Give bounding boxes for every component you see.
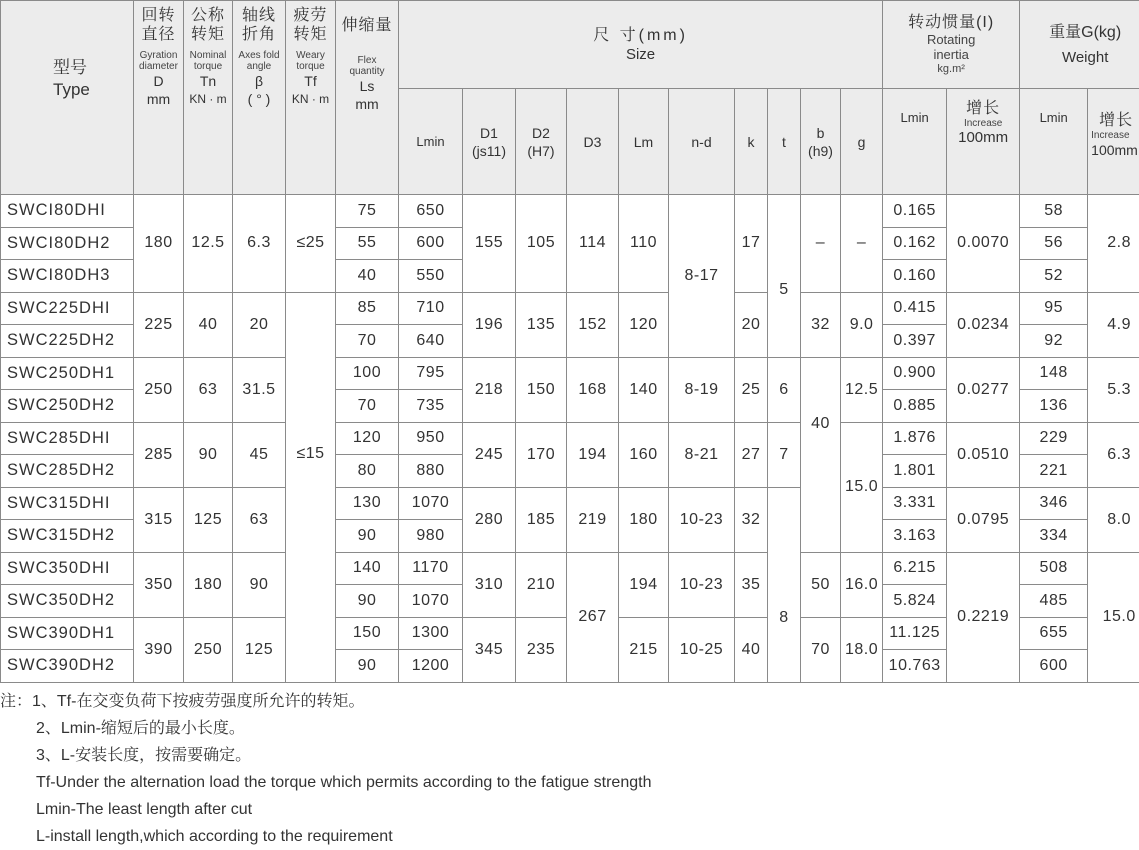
header-inertia-en1: Rotating [926, 31, 976, 47]
cell-d1: 310 [463, 552, 516, 617]
cell-b: 50 [801, 552, 841, 617]
cell-d1: 218 [463, 357, 516, 422]
cell-d3: 219 [567, 487, 619, 552]
header-tn-sym: Tn [199, 73, 217, 89]
cell-t: 8 [768, 487, 801, 682]
note-en-2: Lmin-The least length after cut [36, 801, 253, 818]
cell-fold-angle: 90 [233, 552, 286, 617]
cell-inertia-lmin: 1.876 [883, 422, 947, 455]
cell-t: 7 [768, 422, 801, 487]
cell-weight-lmin: 334 [1020, 520, 1088, 553]
cell-b: 40 [801, 357, 841, 552]
note-2: 2、Lmin-缩短后的最小长度。 [36, 720, 245, 737]
cell-inertia-increase: 0.0795 [947, 487, 1020, 552]
header-tf-cn2: 转矩 [293, 26, 328, 43]
header-d3-label: D3 [583, 133, 602, 150]
header-type-en: Type [53, 80, 90, 99]
cell-lmin: 1070 [399, 487, 463, 520]
cell-weight-lmin: 600 [1020, 650, 1088, 683]
header-diameter-cn1: 回转 [141, 7, 176, 24]
cell-weight-lmin: 148 [1020, 357, 1088, 390]
cell-nd: 10-23 [669, 487, 735, 552]
cell-inertia-increase: 0.0510 [947, 422, 1020, 487]
note-3: 3、L-安装长度，按需要确定。 [36, 747, 252, 764]
header-d2-label: D2 [532, 124, 550, 141]
cell-lm: 160 [619, 422, 669, 487]
header-type-cn: 型号 [53, 58, 87, 77]
cell-d2: 170 [516, 422, 567, 487]
cell-flex: 55 [336, 227, 399, 260]
header-k [735, 89, 768, 195]
cell-k: 32 [735, 487, 768, 552]
cell-flex: 90 [336, 650, 399, 683]
cell-b: – [801, 195, 841, 293]
cell-nominal-torque: 63 [184, 357, 233, 422]
cell-fold-angle: 6.3 [233, 195, 286, 293]
header-ls-en2: quantity [349, 66, 385, 77]
header-size-en: Size [625, 45, 656, 63]
cell-flex: 90 [336, 520, 399, 553]
cell-inertia-increase: 0.0234 [947, 292, 1020, 357]
cell-weight-lmin: 485 [1020, 585, 1088, 618]
cell-type: SWC285DH2 [1, 455, 134, 488]
header-t-label: t [782, 133, 786, 150]
header-d3 [567, 89, 619, 195]
cell-inertia-lmin: 11.125 [883, 617, 947, 650]
cell-lm: 215 [619, 617, 669, 682]
cell-nd: 8-19 [669, 357, 735, 422]
cell-d2: 235 [516, 617, 567, 682]
cell-lmin: 710 [399, 292, 463, 325]
header-ls-unit: mm [355, 96, 379, 112]
cell-d3: 152 [567, 292, 619, 357]
cell-inertia-lmin: 0.415 [883, 292, 947, 325]
cell-type: SWC225DHI [1, 292, 134, 325]
header-inertia-inc-unit: 100mm [958, 129, 1009, 146]
header-b [801, 89, 841, 195]
cell-weight-increase: 6.3 [1088, 422, 1139, 487]
cell-lmin: 980 [399, 520, 463, 553]
header-inertia-unit: kg.m² [937, 62, 965, 75]
cell-diameter: 250 [134, 357, 184, 422]
header-beta-sym: β [254, 73, 264, 89]
cell-lmin: 600 [399, 227, 463, 260]
cell-weight-lmin: 221 [1020, 455, 1088, 488]
cell-diameter: 225 [134, 292, 184, 357]
cell-b: 32 [801, 292, 841, 357]
cell-d1: 245 [463, 422, 516, 487]
header-g-label: g [857, 133, 866, 150]
cell-nominal-torque: 125 [184, 487, 233, 552]
table-header [1, 1, 1139, 195]
cell-type: SWCI80DH2 [1, 227, 134, 260]
cell-diameter: 180 [134, 195, 184, 293]
header-nd-label: n-d [691, 133, 712, 150]
header-diameter-en1: Gyration [139, 50, 178, 61]
cell-lm: 120 [619, 292, 669, 357]
cell-flex: 85 [336, 292, 399, 325]
header-beta-en2: angle [246, 61, 272, 72]
cell-d2: 135 [516, 292, 567, 357]
cell-diameter: 350 [134, 552, 184, 617]
header-beta-en1: Axes fold [238, 50, 280, 61]
cell-lm: 180 [619, 487, 669, 552]
header-size [399, 1, 883, 89]
cell-weight-lmin: 229 [1020, 422, 1088, 455]
cell-fold-angle: 125 [233, 617, 286, 682]
cell-d1: 345 [463, 617, 516, 682]
header-tn-cn2: 转矩 [190, 26, 225, 43]
cell-nominal-torque: 12.5 [184, 195, 233, 293]
cell-nd: 8-17 [669, 195, 735, 358]
header-weight [1020, 1, 1139, 89]
header-k-label: k [747, 133, 755, 150]
header-weight-inc-unit: 100mm [1091, 142, 1138, 158]
cell-lmin: 1200 [399, 650, 463, 683]
header-b-label: b [816, 124, 825, 141]
cell-t: 5 [768, 195, 801, 358]
cell-g: 9.0 [841, 292, 883, 357]
header-diameter-en2: diameter [139, 61, 178, 72]
header-weight-lmin-label: Lmin [1039, 110, 1068, 125]
header-d1 [463, 89, 516, 195]
cell-flex: 70 [336, 325, 399, 358]
header-d2-tol: (H7) [527, 142, 555, 159]
header-size-cn: 尺 寸(mm) [593, 26, 688, 44]
header-inertia-en2: inertia [933, 46, 969, 62]
cell-weight-increase: 8.0 [1088, 487, 1139, 552]
header-tf-sym: Tf [304, 73, 317, 89]
note-1: 注：1、Tf-在交变负荷下按疲劳强度所允许的转矩。 [0, 693, 365, 710]
cell-inertia-lmin: 0.165 [883, 195, 947, 228]
header-lmin-label: Lmin [416, 133, 445, 149]
cell-t: 6 [768, 357, 801, 422]
table-row [1, 357, 1139, 390]
cell-weary-torque: ≤15 [286, 292, 336, 682]
cell-weight-lmin: 56 [1020, 227, 1088, 260]
cell-lmin: 1070 [399, 585, 463, 618]
table-row [1, 487, 1139, 520]
header-inertia-cn: 转动惯量(I) [908, 13, 995, 31]
header-ls-en1: Flex [357, 55, 377, 66]
cell-k: 25 [735, 357, 768, 422]
cell-nd: 10-23 [669, 552, 735, 617]
cell-diameter: 285 [134, 422, 184, 487]
cell-nominal-torque: 250 [184, 617, 233, 682]
cell-g: 12.5 [841, 357, 883, 422]
header-d1-tol: (js11) [472, 142, 506, 159]
cell-flex: 120 [336, 422, 399, 455]
cell-fold-angle: 45 [233, 422, 286, 487]
cell-type: SWCI80DHI [1, 195, 134, 228]
header-fold-angle [233, 1, 286, 195]
cell-d3: 267 [567, 552, 619, 682]
cell-flex: 100 [336, 357, 399, 390]
header-tf-unit: KN · m [291, 92, 330, 106]
cell-inertia-lmin: 0.397 [883, 325, 947, 358]
header-type [1, 1, 134, 195]
cell-fold-angle: 63 [233, 487, 286, 552]
header-tn-cn1: 公称 [190, 7, 225, 24]
cell-weight-increase: 2.8 [1088, 195, 1139, 293]
cell-k: 27 [735, 422, 768, 487]
cell-type: SWC315DH2 [1, 520, 134, 553]
header-weight-cn: 重量G(kg) [1049, 23, 1122, 41]
cell-type: SWC225DH2 [1, 325, 134, 358]
header-diameter-sym: D [153, 73, 164, 89]
cell-lmin: 640 [399, 325, 463, 358]
header-weight-inc-en: Increase [1091, 130, 1130, 141]
header-inertia-inc-en: Increase [963, 118, 1003, 129]
header-inertia-lmin-label: Lmin [900, 110, 929, 125]
cell-inertia-increase: 0.0070 [947, 195, 1020, 293]
table-row [1, 422, 1139, 455]
header-tf-cn1: 疲劳 [293, 7, 328, 24]
header-nd [669, 89, 735, 195]
header-d1-label: D1 [480, 124, 498, 141]
cell-type: SWC350DHI [1, 552, 134, 585]
cell-weight-increase: 15.0 [1088, 552, 1139, 682]
cell-lm: 194 [619, 552, 669, 617]
header-ls-sym: Ls [359, 78, 375, 94]
cell-d1: 155 [463, 195, 516, 293]
header-tf-en1: Weary [296, 50, 325, 61]
cell-fold-angle: 20 [233, 292, 286, 357]
cell-type: SWC390DH1 [1, 617, 134, 650]
cell-weight-lmin: 92 [1020, 325, 1088, 358]
cell-k: 40 [735, 617, 768, 682]
header-flex-quantity [336, 1, 399, 195]
cell-inertia-lmin: 5.824 [883, 585, 947, 618]
cell-lmin: 1300 [399, 617, 463, 650]
cell-nd: 8-21 [669, 422, 735, 487]
header-tn-en2: torque [193, 61, 223, 72]
header-rotating-inertia [883, 1, 1020, 89]
cell-inertia-lmin: 3.331 [883, 487, 947, 520]
note-en-1: Tf-Under the alternation load the torque which permits according to the fatigue strength [36, 774, 652, 791]
cell-flex: 40 [336, 260, 399, 293]
header-diameter-cn2: 直径 [141, 26, 176, 43]
header-weight-increase [1088, 89, 1139, 195]
cell-weight-lmin: 52 [1020, 260, 1088, 293]
cell-g: – [841, 195, 883, 293]
cell-lmin: 880 [399, 455, 463, 488]
header-ls-cn: 伸缩量 [341, 17, 393, 34]
header-weary-torque [286, 1, 336, 195]
header-nominal-torque [184, 1, 233, 195]
cell-inertia-lmin: 3.163 [883, 520, 947, 553]
cell-inertia-increase: 0.0277 [947, 357, 1020, 422]
cell-d2: 150 [516, 357, 567, 422]
cell-diameter: 315 [134, 487, 184, 552]
header-tn-unit: KN · m [189, 92, 227, 106]
table-row [1, 292, 1139, 325]
cell-type: SWC350DH2 [1, 585, 134, 618]
cell-type: SWC315DHI [1, 487, 134, 520]
cell-flex: 90 [336, 585, 399, 618]
header-b-tol: (h9) [808, 142, 833, 159]
cell-nominal-torque: 90 [184, 422, 233, 487]
cell-g: 16.0 [841, 552, 883, 617]
cell-g: 15.0 [841, 422, 883, 552]
cell-inertia-lmin: 0.900 [883, 357, 947, 390]
cell-lmin: 735 [399, 390, 463, 423]
header-inertia-lmin [883, 89, 947, 195]
cell-d2: 185 [516, 487, 567, 552]
cell-weight-lmin: 346 [1020, 487, 1088, 520]
header-beta-unit: ( ° ) [247, 91, 271, 107]
cell-flex: 130 [336, 487, 399, 520]
cell-type: SWC250DH1 [1, 357, 134, 390]
header-weight-en: Weight [1061, 48, 1109, 66]
header-inertia-increase [947, 89, 1020, 195]
header-lmin [399, 89, 463, 195]
cell-weight-lmin: 95 [1020, 292, 1088, 325]
cell-inertia-lmin: 0.160 [883, 260, 947, 293]
cell-inertia-lmin: 0.162 [883, 227, 947, 260]
cell-type: SWC390DH2 [1, 650, 134, 683]
table-row [1, 552, 1139, 585]
header-diameter-unit: mm [146, 91, 171, 107]
cell-type: SWC285DHI [1, 422, 134, 455]
cell-weight-increase: 5.3 [1088, 357, 1139, 422]
cell-k: 20 [735, 292, 768, 357]
cell-d3: 194 [567, 422, 619, 487]
cell-weary-torque: ≤25 [286, 195, 336, 293]
cell-nominal-torque: 180 [184, 552, 233, 617]
header-tf-en2: torque [296, 61, 325, 72]
cell-b: 70 [801, 617, 841, 682]
cell-k: 17 [735, 195, 768, 293]
table-row [1, 195, 1139, 228]
notes [0, 688, 651, 850]
cell-d1: 196 [463, 292, 516, 357]
header-tn-en1: Nominal [189, 50, 227, 61]
cell-d2: 210 [516, 552, 567, 617]
cell-d3: 114 [567, 195, 619, 293]
cell-type: SWC250DH2 [1, 390, 134, 423]
cell-weight-lmin: 58 [1020, 195, 1088, 228]
cell-type: SWCI80DH3 [1, 260, 134, 293]
header-t [768, 89, 801, 195]
header-lm-label: Lm [633, 133, 654, 150]
header-lm [619, 89, 669, 195]
header-inertia-inc-cn: 增长 [966, 100, 1001, 117]
cell-lmin: 550 [399, 260, 463, 293]
cell-lm: 140 [619, 357, 669, 422]
cell-lmin: 950 [399, 422, 463, 455]
cell-lmin: 650 [399, 195, 463, 228]
cell-flex: 140 [336, 552, 399, 585]
cell-weight-lmin: 655 [1020, 617, 1088, 650]
header-d2 [516, 89, 567, 195]
cell-flex: 75 [336, 195, 399, 228]
cell-weight-increase: 4.9 [1088, 292, 1139, 357]
header-beta-cn2: 折角 [241, 26, 276, 43]
cell-weight-lmin: 508 [1020, 552, 1088, 585]
cell-d2: 105 [516, 195, 567, 293]
cell-g: 18.0 [841, 617, 883, 682]
header-weight-lmin [1020, 89, 1088, 195]
cell-lmin: 1170 [399, 552, 463, 585]
cell-fold-angle: 31.5 [233, 357, 286, 422]
cell-lmin: 795 [399, 357, 463, 390]
cell-inertia-lmin: 10.763 [883, 650, 947, 683]
cell-nd: 10-25 [669, 617, 735, 682]
header-g [841, 89, 883, 195]
cell-lm: 110 [619, 195, 669, 293]
cell-inertia-increase: 0.2219 [947, 552, 1020, 682]
cell-diameter: 390 [134, 617, 184, 682]
cell-inertia-lmin: 6.215 [883, 552, 947, 585]
table-body [1, 195, 1139, 683]
header-beta-cn1: 轴线 [241, 7, 276, 24]
cell-weight-lmin: 136 [1020, 390, 1088, 423]
cell-flex: 70 [336, 390, 399, 423]
cell-inertia-lmin: 1.801 [883, 455, 947, 488]
cell-d3: 168 [567, 357, 619, 422]
header-diameter [134, 1, 184, 195]
cell-nominal-torque: 40 [184, 292, 233, 357]
cell-flex: 150 [336, 617, 399, 650]
cell-d1: 280 [463, 487, 516, 552]
cell-flex: 80 [336, 455, 399, 488]
cell-inertia-lmin: 0.885 [883, 390, 947, 423]
note-en-3: L-install length,which according to the requirement [36, 828, 393, 845]
header-weight-inc-cn: 增长 [1099, 112, 1134, 129]
cell-k: 35 [735, 552, 768, 617]
